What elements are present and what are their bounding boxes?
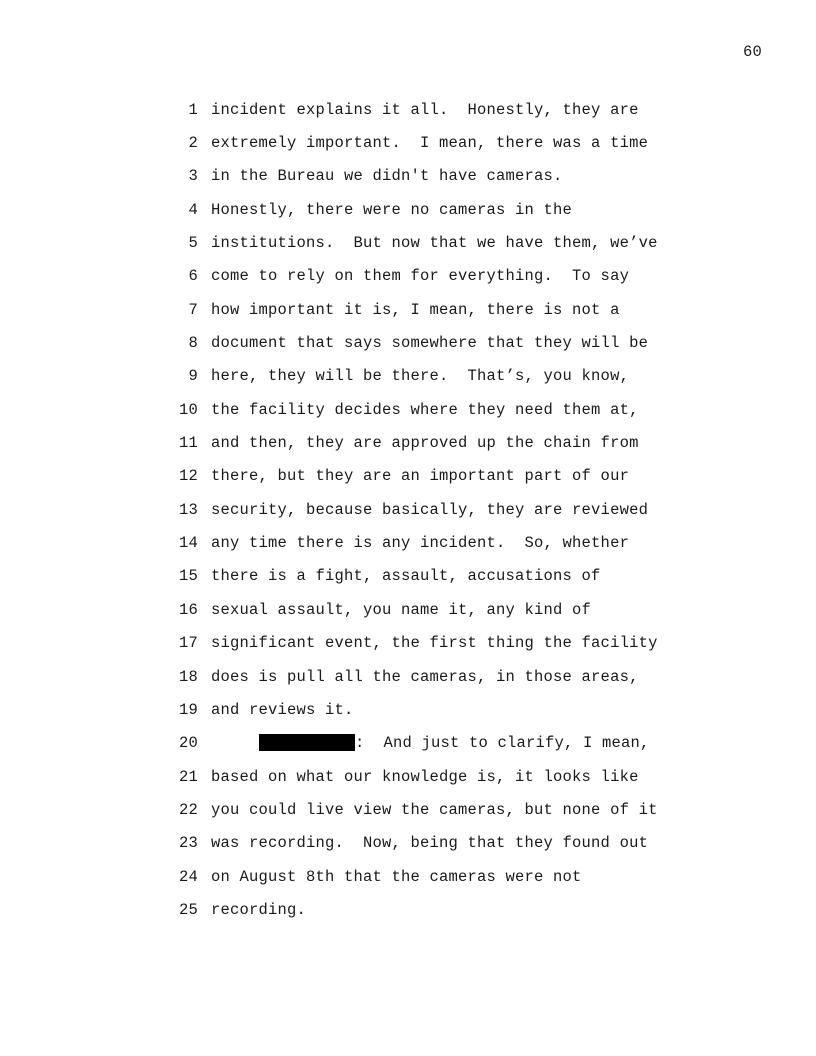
transcript-line [170,160,730,193]
line-text: there, but they are an important part of our [211,467,630,486]
line-number: 24 [178,867,198,886]
line-text: incident explains it all. Honestly, they are [211,100,639,119]
line-number: 20 [178,734,198,753]
line-number: 9 [188,367,198,386]
line-text: was recording. Now, being that they found out [211,834,649,853]
line-text: how important it is, I mean, there is not a [211,300,620,319]
line-text: come to rely on them for everything. To say [211,267,630,286]
line-number: 3 [188,167,198,186]
line-number: 12 [178,467,198,486]
line-text: extremely important. I mean, there was a time [211,134,649,153]
line-number: 7 [188,300,198,319]
transcript-line [170,893,730,926]
transcript-line [170,226,730,259]
line-number: 18 [178,667,198,686]
line-number: 23 [178,834,198,853]
redacted-speaker-name [259,734,355,751]
line-text: document that says somewhere that they will be [211,334,649,353]
transcript-line [170,860,730,893]
transcript-line [170,326,730,359]
line-text: institutions. But now that we have them, we’ve [211,234,658,253]
line-text: Honestly, there were no cameras in the [211,200,573,219]
transcript-line [170,360,730,393]
transcript-line [170,426,730,459]
transcript-line [170,493,730,526]
line-number: 13 [178,500,198,519]
line-text: and reviews it. [211,700,354,719]
line-text: security, because basically, they are reviewed [211,500,649,519]
line-number: 8 [188,334,198,353]
transcript-line [170,560,730,593]
line-number: 10 [178,400,198,419]
transcript-line [170,693,730,726]
line-number: 16 [178,600,198,619]
transcript-line [170,827,730,860]
transcript-line [170,393,730,426]
transcript-line [170,293,730,326]
line-text: you could live view the cameras, but none of it [211,800,658,819]
line-number: 25 [178,900,198,919]
transcript-body [170,93,730,927]
line-number: 1 [188,100,198,119]
transcript-line [170,93,730,126]
line-number: 17 [178,634,198,653]
line-text: here, they will be there. That’s, you know, [211,367,630,386]
transcript-line [170,193,730,226]
line-number: 6 [188,267,198,286]
line-number: 19 [178,700,198,719]
transcript-line [170,593,730,626]
transcript-line [170,126,730,159]
line-text: sexual assault, you name it, any kind of [211,600,592,619]
line-number: 15 [178,567,198,586]
transcript-line [170,660,730,693]
line-text: based on what our knowledge is, it looks like [211,767,639,786]
line-number: 11 [178,434,198,453]
line-number: 21 [178,767,198,786]
line-text: significant event, the first thing the facility [211,634,658,653]
transcript-line [170,460,730,493]
transcript-line [170,627,730,660]
line-text: the facility decides where they need them at, [211,400,639,419]
page-number: 60 [742,43,762,61]
transcript-line [170,727,730,760]
line-text: on August 8th that the cameras were not [211,867,582,886]
line-number: 4 [188,200,198,219]
line-text: and then, they are approved up the chain from [211,434,639,453]
line-text: there is a fight, assault, accusations of [211,567,601,586]
line-text: in the Bureau we didn't have cameras. [211,167,563,186]
line-text: does is pull all the cameras, in those areas, [211,667,639,686]
line-number: 2 [188,134,198,153]
transcript-line [170,260,730,293]
line-number: 14 [178,534,198,553]
transcript-line [170,793,730,826]
line-text: recording. [211,900,307,919]
line-text: : And just to clarify, I mean, [355,734,650,753]
line-number: 5 [188,234,198,253]
transcript-line [170,526,730,559]
line-text: any time there is any incident. So, whether [211,534,630,553]
line-number: 22 [178,800,198,819]
transcript-line [170,760,730,793]
